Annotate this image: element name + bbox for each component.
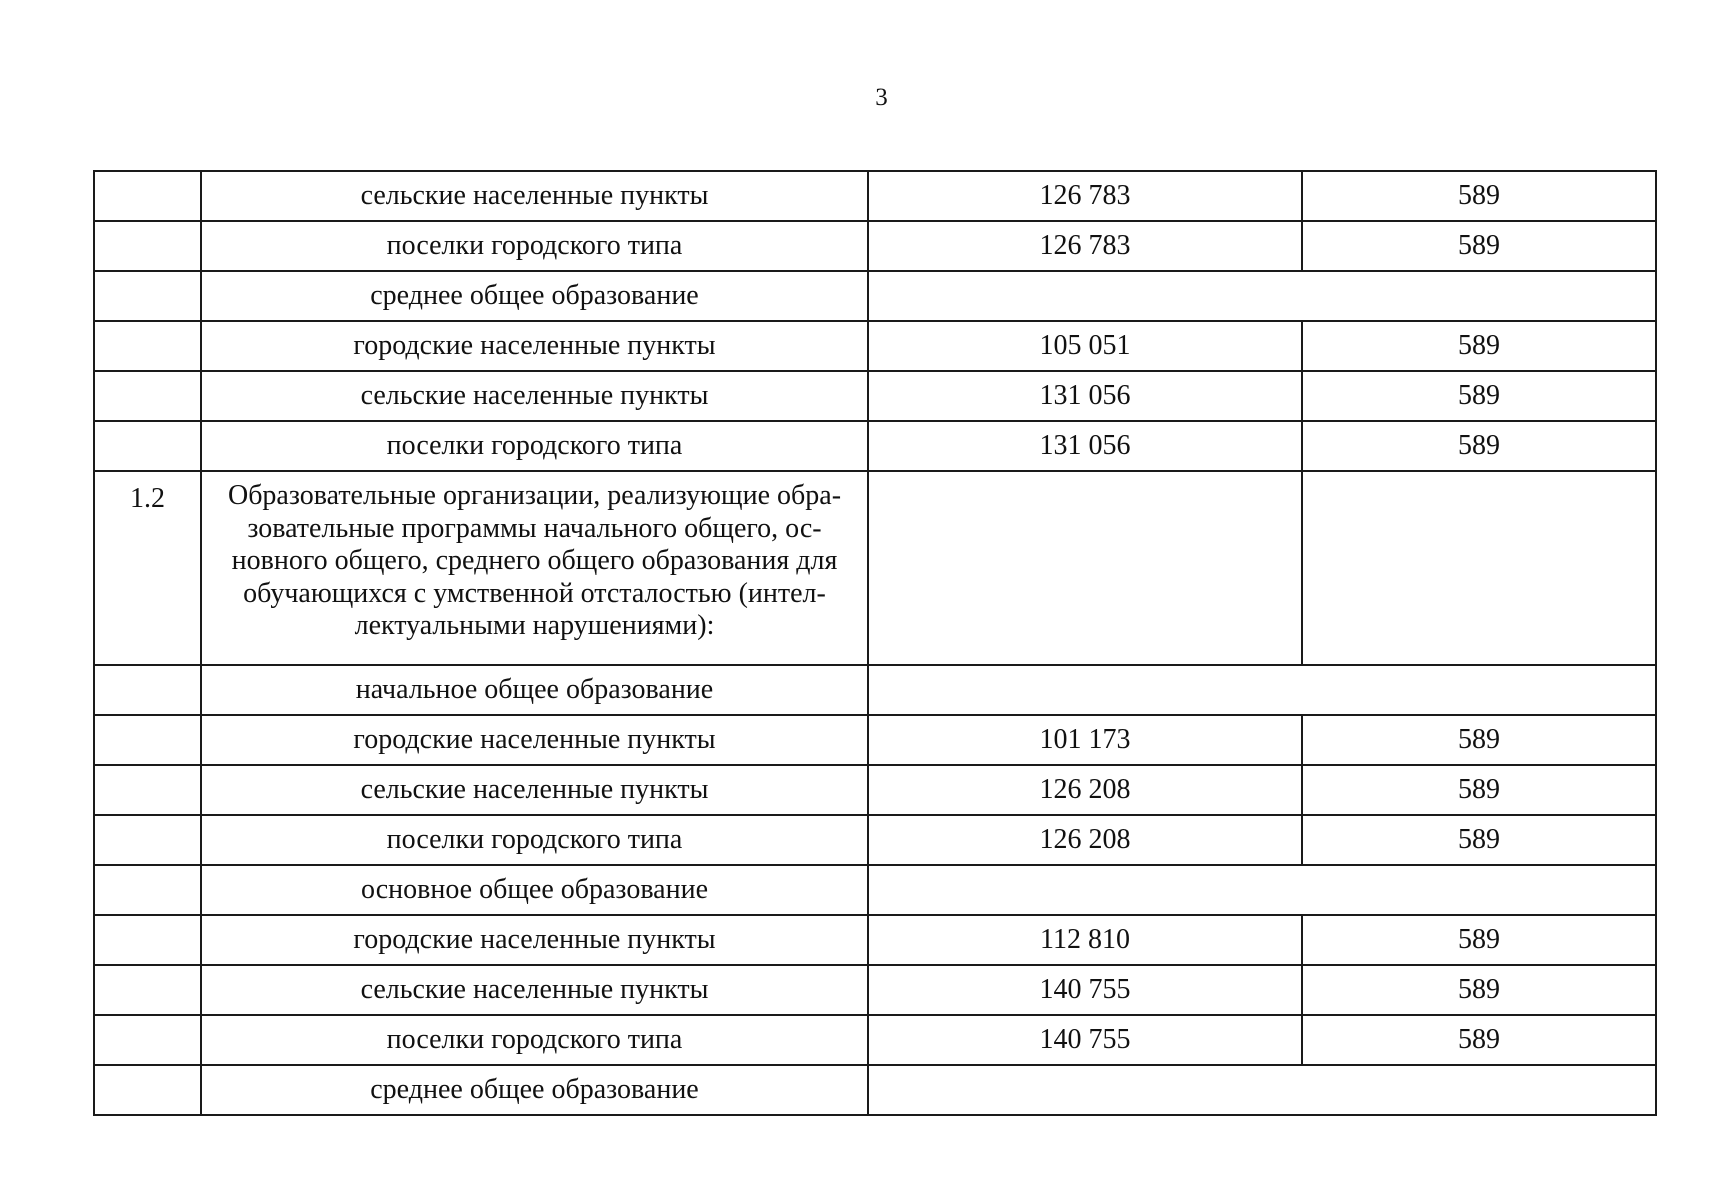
table-row: [94, 421, 1656, 471]
value-cell: 126 783: [868, 171, 1302, 221]
row-number-cell: [94, 865, 201, 915]
table-row: [94, 321, 1656, 371]
value-cell: 126 208: [868, 765, 1302, 815]
table-row: [94, 715, 1656, 765]
row-label-cell: среднее общее образование: [201, 1065, 868, 1115]
row-number-cell: [94, 321, 201, 371]
page-number: 3: [875, 84, 888, 111]
empty-value-cell: [868, 471, 1302, 665]
description-line: Образовательные организации, реализующие обра-: [227, 480, 842, 511]
value-cell: 112 810: [868, 915, 1302, 965]
row-label-cell: сельские населенные пункты: [201, 765, 868, 815]
section-description-cell: [201, 471, 868, 665]
row-label-cell: начальное общее образование: [201, 665, 868, 715]
row-label-cell: городские населенные пункты: [201, 321, 868, 371]
table-row: [94, 1015, 1656, 1065]
value-cell: 589: [1302, 321, 1656, 371]
empty-merged-cell: [868, 865, 1656, 915]
value-cell: 105 051: [868, 321, 1302, 371]
empty-merged-cell: [868, 665, 1656, 715]
row-number-cell: [94, 965, 201, 1015]
value-cell: 131 056: [868, 421, 1302, 471]
row-number-cell: [94, 171, 201, 221]
table-row: [94, 271, 1656, 321]
row-label-cell: поселки городского типа: [201, 421, 868, 471]
row-number-cell: [94, 815, 201, 865]
row-label-cell: городские населенные пункты: [201, 915, 868, 965]
table-row: [94, 1065, 1656, 1115]
row-label-cell: сельские населенные пункты: [201, 965, 868, 1015]
row-label-cell: поселки городского типа: [201, 221, 868, 271]
value-cell: 589: [1302, 421, 1656, 471]
row-number-cell: [94, 915, 201, 965]
value-cell: 589: [1302, 1015, 1656, 1065]
description-line: новного общего, среднего общего образования для: [231, 545, 838, 576]
row-number-cell: [94, 665, 201, 715]
value-cell: 126 208: [868, 815, 1302, 865]
row-label-cell: среднее общее образование: [201, 271, 868, 321]
table-row: [94, 865, 1656, 915]
value-cell: 140 755: [868, 1015, 1302, 1065]
description-line: обучающихся с умственной отсталостью (интел-: [243, 577, 826, 609]
row-label-cell: поселки городского типа: [201, 815, 868, 865]
description-line: лектуальными нарушениями):: [354, 610, 715, 641]
row-label-cell: городские населенные пункты: [201, 715, 868, 765]
value-cell: 589: [1302, 171, 1656, 221]
row-number-cell: [94, 371, 201, 421]
row-number-cell: [94, 1065, 201, 1115]
row-number-cell: [94, 1015, 201, 1065]
row-number-cell: [94, 271, 201, 321]
empty-value-cell: [1302, 471, 1656, 665]
value-cell: 589: [1302, 221, 1656, 271]
value-cell: 589: [1302, 715, 1656, 765]
table-row: [94, 371, 1656, 421]
allocation-table: [93, 170, 1657, 1116]
value-cell: 140 755: [868, 965, 1302, 1015]
row-label-cell: сельские населенные пункты: [201, 371, 868, 421]
row-label-cell: поселки городского типа: [201, 1015, 868, 1065]
section-row: [94, 471, 1656, 665]
row-number-cell: [94, 221, 201, 271]
value-cell: 126 783: [868, 221, 1302, 271]
row-number-cell: [94, 715, 201, 765]
row-number-cell: [94, 421, 201, 471]
value-cell: 101 173: [868, 715, 1302, 765]
table-row: [94, 965, 1656, 1015]
row-label-cell: сельские населенные пункты: [201, 171, 868, 221]
table-row: [94, 765, 1656, 815]
description-line: зовательные программы начального общего, ос-: [247, 512, 822, 544]
row-label-cell: основное общее образование: [201, 865, 868, 915]
section-number-cell: 1.2: [94, 471, 201, 665]
table-row: [94, 171, 1656, 221]
table-row: [94, 221, 1656, 271]
value-cell: 589: [1302, 765, 1656, 815]
value-cell: 589: [1302, 965, 1656, 1015]
value-cell: 589: [1302, 371, 1656, 421]
table-row: [94, 915, 1656, 965]
value-cell: 589: [1302, 815, 1656, 865]
value-cell: 589: [1302, 915, 1656, 965]
table-row: [94, 815, 1656, 865]
table-row: [94, 665, 1656, 715]
value-cell: 131 056: [868, 371, 1302, 421]
row-number-cell: [94, 765, 201, 815]
empty-merged-cell: [868, 271, 1656, 321]
empty-merged-cell: [868, 1065, 1656, 1115]
